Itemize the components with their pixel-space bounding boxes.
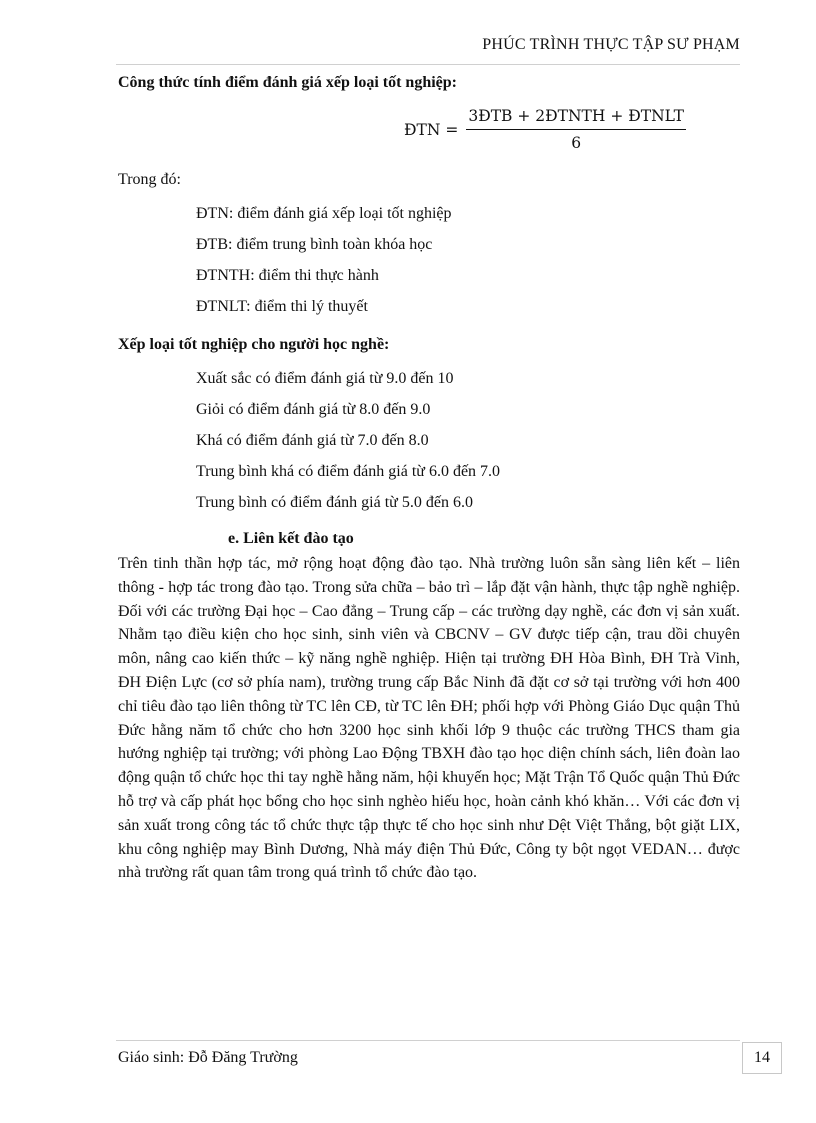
ranking-item: Trung bình có điểm đánh giá từ 5.0 đến 6.0	[196, 494, 473, 511]
ranking-item: Khá có điểm đánh giá từ 7.0 đến 8.0	[196, 432, 429, 449]
ranking-item: Xuất sắc có điểm đánh giá từ 9.0 đến 10	[196, 370, 454, 387]
formula-heading: Công thức tính điểm đánh giá xếp loại tốt nghiệp:	[118, 74, 457, 91]
formula-lhs: ĐTN =	[404, 120, 459, 139]
footer-author: Giáo sinh: Đỗ Đăng Trường	[118, 1049, 298, 1066]
page-number: 14	[742, 1042, 782, 1074]
footer-divider	[116, 1040, 740, 1041]
ranking-heading: Xếp loại tốt nghiệp cho người học nghề:	[118, 336, 390, 353]
definitions-intro: Trong đó:	[118, 171, 181, 188]
definition-item: ĐTNTH: điểm thi thực hành	[196, 267, 379, 284]
section-e-paragraph: Trên tinh thần hợp tác, mở rộng hoạt động đào tạo. Nhà trường luôn sẵn sàng liên kết – liên thông - hợp tác trong đào tạo. Trong sửa chữa – bảo trì – lắp đặt vận hành, thực tập nghề nghiệp. Đối với các trường Đại học – Cao đẳng – Trung cấp – các trường dạy nghề, các đơn vị sản xuất. Nhằm tạo điều kiện cho học sinh, sinh viên và CBCNV – GV được tiếp cận, trau dồi chuyên môn, nâng cao kiến thức – kỹ năng nghề nghiệp. Hiện tại trường ĐH Hòa Bình, ĐH Trà Vinh, ĐH Điện Lực (cơ sở phía nam), trường trung cấp Bắc Ninh đã đặt cơ sở tại trường với hơn 400 chỉ tiêu đào tạo liên thông từ TC lên CĐ, từ TC lên ĐH; phối hợp với Phòng Giáo Dục quận Thủ Đức hằng năm tổ chức cho hơn 3200 học sinh khối lớp 9 thuộc các trường THCS tham gia hướng nghiệp tại trường; với phòng Lao Động TBXH đào tạo học diện chính sách, liên đoàn lao động quận tổ chức học thi tay nghề hằng năm, hội khuyến học; Mặt Trận Tổ Quốc quận Thủ Đức hỗ trợ và cấp phát học bổng cho học sinh nghèo hiếu học, hoàn cảnh khó khăn… Với các đơn vị sản xuất trong công tác tổ chức thực tập thực tế cho học sinh như Dệt Việt Thắng, bột giặt LIX, khu công nghiệp may Bình Dương, Nhà máy điện Thủ Đức, Công ty bột ngọt VEDAN… được nhà trường rất quan tâm trong quá trình tổ chức đào tạo.	[118, 555, 740, 882]
formula-denominator: 6	[571, 134, 582, 152]
definition-item: ĐTN: điểm đánh giá xếp loại tốt nghiệp	[196, 205, 452, 222]
definition-item: ĐTNLT: điểm thi lý thuyết	[196, 298, 368, 315]
formula-fraction	[466, 107, 686, 152]
page-header-title: PHÚC TRÌNH THỰC TẬP SƯ PHẠM	[482, 36, 740, 53]
ranking-item: Trung bình khá có điểm đánh giá từ 6.0 đến 7.0	[196, 463, 501, 480]
graduation-formula	[404, 107, 686, 152]
section-e-heading: e. Liên kết đào tạo	[228, 530, 354, 547]
ranking-item: Giỏi có điểm đánh giá từ 8.0 đến 9.0	[196, 401, 431, 418]
definition-item: ĐTB: điểm trung bình toàn khóa học	[196, 236, 433, 253]
header-divider	[116, 64, 740, 65]
formula-numerator: 3ĐTB + 2ĐTNTH + ĐTNLT	[468, 107, 685, 125]
